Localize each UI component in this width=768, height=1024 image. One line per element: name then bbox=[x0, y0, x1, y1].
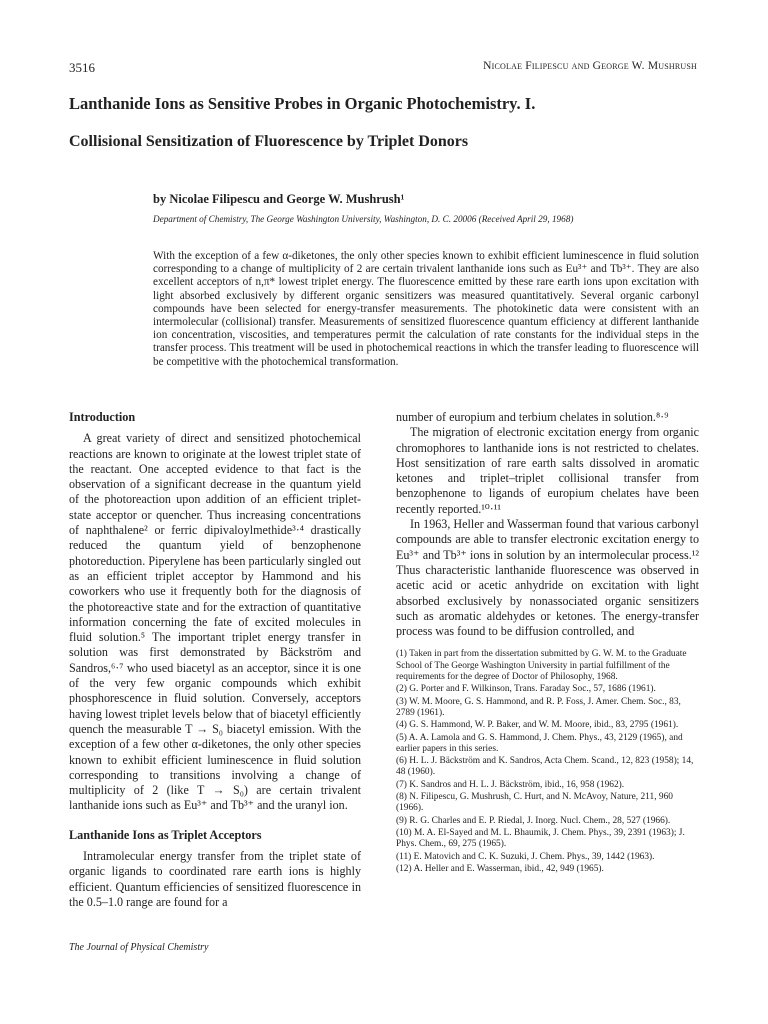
left-column bbox=[69, 410, 361, 910]
footnote: (4) G. S. Hammond, W. P. Baker, and W. M. Moore, ibid., 83, 2795 (1961). bbox=[396, 720, 679, 731]
author-byline: by Nicolae Filipescu and George W. Mushrush¹ bbox=[153, 192, 405, 206]
acceptor-paragraph: Intramolecular energy transfer from the triplet state of organic ligands to coordinated rare earth ions is highly efficient. Quantum efficiencies of sensitized fluorescence in the 0.5–1.0 range are found for a bbox=[69, 849, 361, 909]
footnote: (5) A. A. Lamola and G. S. Hammond, J. Chem. Phys., 43, 2129 (1965), and earlier papers in this series. bbox=[396, 732, 683, 754]
footnote: (6) H. L. J. Bäckström and K. Sandros, Acta Chem. Scand., 12, 823 (1958); 14, 48 (1960). bbox=[396, 756, 694, 778]
section-heading-introduction: Introduction bbox=[69, 410, 136, 424]
footnote: (11) E. Matovich and C. K. Suzuki, J. Chem. Phys., 39, 1442 (1963). bbox=[396, 851, 655, 862]
footnote: (2) G. Porter and F. Wilkinson, Trans. Faraday Soc., 57, 1686 (1961). bbox=[396, 684, 656, 695]
running-head: Nicolae Filipescu and George W. Mushrush bbox=[483, 60, 697, 72]
section-gap bbox=[69, 814, 361, 828]
footnote: (7) K. Sandros and H. L. J. Bäckström, ibid., 16, 958 (1962). bbox=[396, 779, 625, 790]
page-number: 3516 bbox=[69, 60, 95, 75]
article-title: Lanthanide Ions as Sensitive Probes in Organic Photochemistry. I. bbox=[69, 94, 536, 113]
author-affiliation: Department of Chemistry, The George Washington University, Washington, D. C. 20006 (Received April 29, 1968) bbox=[153, 214, 574, 224]
article-subtitle: Collisional Sensitization of Fluorescence by Triplet Donors bbox=[69, 133, 469, 150]
migration-paragraph: The migration of electronic excitation energy from organic chromophores to lanthanide ions is not restricted to chelates. Host sensitization of rare earth salts dissolved in aromatic ketones and triplet–triplet collisional transfer from benzophenone to ligands of europium chelates have been recently reported.¹⁰·¹¹ bbox=[396, 425, 699, 516]
footnote: (10) M. A. El-Sayed and M. L. Bhaumik, J. Chem. Phys., 39, 2391 (1963); J. Phys. Chem., 69, 275 (1965). bbox=[396, 827, 685, 850]
footnote: (12) A. Heller and E. Wasserman, ibid., 42, 949 (1965). bbox=[396, 863, 604, 874]
right-column bbox=[396, 410, 699, 876]
footnotes bbox=[396, 649, 699, 875]
introduction-paragraph: A great variety of direct and sensitized photochemical reactions are known to originate at the lowest triplet state of the reactant. One accepted evidence to that fact is the observation of a significant decrease in the quantum yield of the photoreaction upon addition of an efficient triplet-state acceptor or quencher. Thus increasing concentrations of naphthalene² or ferric dipivaloylmethide³·⁴ drastically reduced the quantum yield of benzophenone photoreduction. Piperylene has been particularly singled out as an efficient triplet acceptor by Hammond and his coworkers who use it frequently both for the diagnosis of the photoreactive state and for the extraction of quantitative information concerning the fate of excited molecules in fluid solution.⁵ The important triplet energy transfer in solution was first demonstrated by Bäckström and Sandros,⁶·⁷ who used biacetyl as an acceptor, since it is one of the very few organic compounds which exhibit phosphorescence in fluid solution. Conversely, acceptors having lowest triplet levels below that of biacetyl efficiently quench the measurable T → S₀ biacetyl emission. With the exception of a few other α-diketones, the only other species known to exhibit efficient luminescence in fluid solution corresponding to transitions involving a change of multiplicity of 2 (like T → S₀) are certain trivalent lanthanide ions such as Eu³⁺ and Tb³⁺ and the uranyl ion. bbox=[69, 431, 361, 813]
footnote: (1) Taken in part from the dissertation submitted by G. W. M. to the Graduate School of The George Washington University in partial fulfillment of the requirements for the degree of Doctor of Philosophy, 1968. bbox=[396, 649, 687, 683]
journal-footer: The Journal of Physical Chemistry bbox=[69, 942, 209, 953]
heller-paragraph: In 1963, Heller and Wasserman found that various carbonyl compounds are able to transfer electronic excitation energy to Eu³⁺ and Tb³⁺ ions in solution by an intermolecular process.¹² Thus characteristic lanthanide fluorescence was observed in acetic acid or acetic anhydride on excitation with light absorbed exclusively by nonassociated organic sensitizers such as aromatic aldehydes or ketones. The energy-transfer process was found to be diffusion controlled, and bbox=[396, 517, 699, 639]
footnote: (9) R. G. Charles and E. P. Riedal, J. Inorg. Nucl. Chem., 28, 527 (1966). bbox=[396, 815, 671, 826]
footnote: (3) W. M. Moore, G. S. Hammond, and R. P. Foss, J. Amer. Chem. Soc., 83, 2789 (1961). bbox=[396, 696, 681, 718]
abstract: With the exception of a few α-diketones, the only other species known to exhibit efficient luminescence in fluid solution corresponding to a change of multiplicity of 2 are certain trivalent lanthanide ions such as Eu³⁺ and Tb³⁺. They are also excellent acceptors of n,π* lowest triplet energy. The fluorescence emitted by these rare earth ions upon excitation with light absorbed exclusively by different organic sensitizers was measured quantitatively. Several organic carbonyl compounds have been selected for energy-transfer measurements. The photokinetic data were consistent with an intermolecular (collisional) transfer. Measurements of sensitized fluorescence quantum efficiency at different lanthanide ion concentration, viscosities, and temperatures permit the calculation of rate constants for the individual steps in the transfer process. This treatment will be used in photochemical reactions in which the transfer leading to fluorescence will be competitive with the photochemical transformation. bbox=[153, 250, 699, 368]
footnote: (8) N. Filipescu, G. Mushrush, C. Hurt, and N. McAvoy, Nature, 211, 960 (1966). bbox=[396, 792, 673, 814]
section-heading-triplet-acceptors: Lanthanide Ions as Triplet Acceptors bbox=[69, 827, 262, 842]
continued-paragraph: number of europium and terbium chelates in solution.⁸·⁹ bbox=[396, 410, 669, 424]
